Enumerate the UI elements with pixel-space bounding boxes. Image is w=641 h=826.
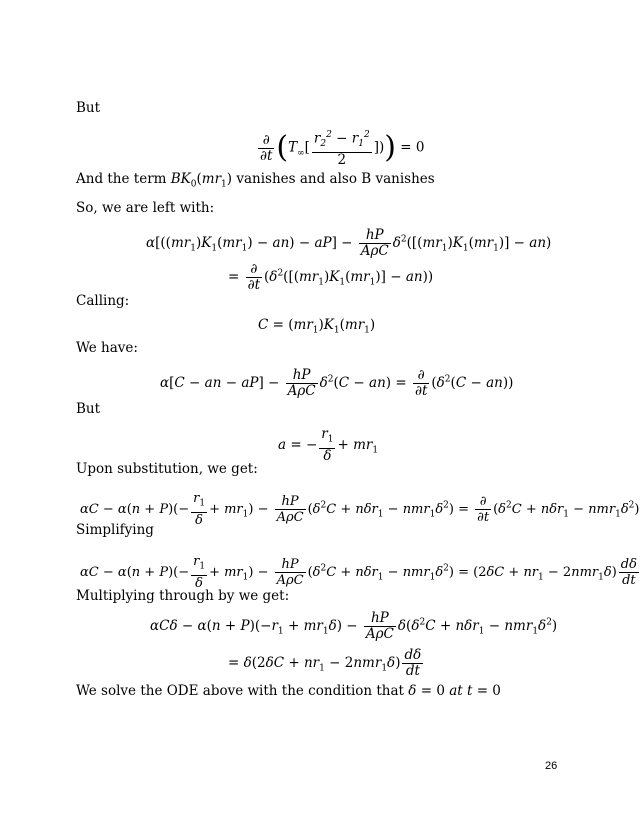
equation-we-have: α[C − an − aP] − $\frac{hP}{\text{AρC}}$ $\delta^2(C - an)$ = $\frac{\partial}{\partial t}$ $(\delta^2(C - an))$ <box>160 367 514 399</box>
equation-substitution: αC − α(n + P)(− $\frac{r_1}{\delta}$ + $mr_1$) − $\frac{hP}{\text{AρC}}$ $(\delta^2C + n\delta r_1 - nmr_1\delta^2)$ = $\frac{\partial}{\partial t}$ $(\delta^2C + n\delta r_1 - nmr_1\delta^2)$ <box>80 491 640 528</box>
paragraph-upon-sub: Upon substitution, we get: <box>76 461 258 477</box>
equation-multiplied-2: = $\delta(2\delta C + nr_1 - 2nmr_1\delta)$ $\frac{d\delta}{dt}$ <box>228 647 422 679</box>
equation-alpha-1-rhs: = $\frac{\partial}{\partial t}$ $(\delta^2([(mr_1)K_1(mr_1)] - an))$ <box>228 261 434 293</box>
paragraph-solve-ode: We solve the ODE above with the condition that δ = 0 at t = 0 <box>76 683 501 699</box>
equation-alpha-1: $\alpha[((mr_1)K_1(mr_1) - an) - aP]$ − $\frac{hP}{\text{AρC}}$ $\delta^2([(mr_1)K_1(mr_1)] - an)$ <box>146 227 552 259</box>
paragraph-we-have: We have: <box>76 340 138 356</box>
page-number: 26 <box>545 760 558 772</box>
equation-multiplied-1: $\alpha C\delta - \alpha(n + P)(-r_1 + mr_1\delta)$ − $\frac{hP}{\text{AρC}}$ $\delta(\delta^2C + n\delta r_1 - nmr_1\delta^2)$ <box>150 610 558 642</box>
equation-partial-t: $\frac{\partial}{\partial t}$ ($T_\infty$[ $\frac{r_2^2 - r_1^2}{2}$ ])) = 0 <box>260 130 425 169</box>
equation-C: $C = (mr_1)K_1(mr_1)$ <box>258 317 376 336</box>
paragraph-simplifying: Simplifying <box>76 522 154 538</box>
paragraph-calling: Calling: <box>76 293 130 309</box>
paragraph-left-with: So, we are left with: <box>76 200 215 216</box>
paragraph-and-term: And the term $BK_0(mr_1)$ vanishes and also B vanishes <box>76 171 435 190</box>
equation-a: a = − $\frac{r_1}{\delta}$ + $mr_1$ <box>278 426 379 464</box>
equation-simplified: αC − α(n + P)(− $\frac{r_1}{\delta}$ + $mr_1$) − $\frac{hP}{\text{AρC}}$ $(\delta^2C + n\delta r_1 - nmr_1\delta^2) = (2\delta C + nr_1 - 2nmr_1\delta)$ $\frac{d\delta}{dt}$ <box>80 554 637 591</box>
paragraph-but-1: But <box>76 100 101 116</box>
paragraph-but-2: But <box>76 401 101 417</box>
paragraph-multiplying: Multiplying through by we get: <box>76 588 290 604</box>
